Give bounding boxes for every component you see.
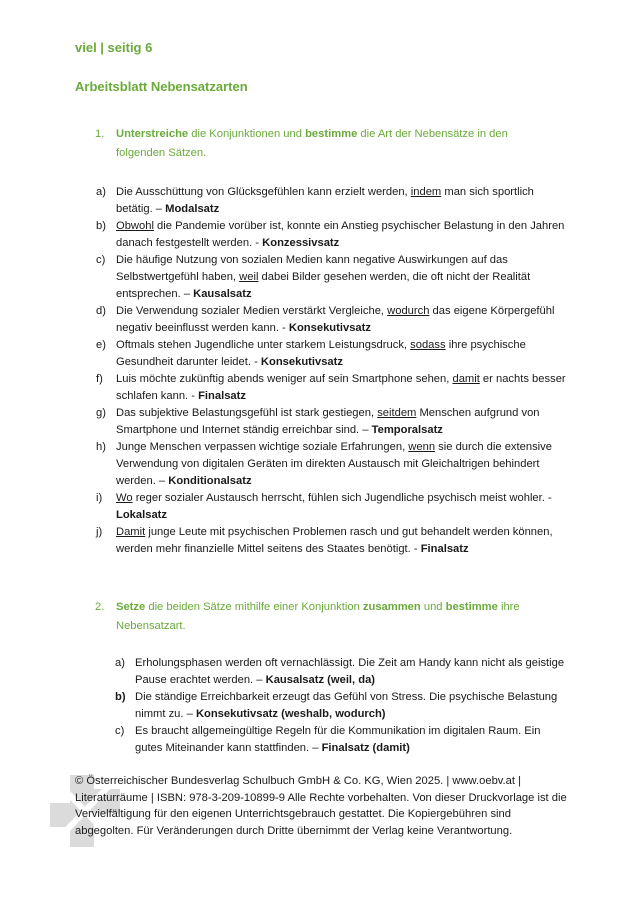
sentence-part: Die Verwendung sozialer Medien verstärkt Vergleiche, <box>116 305 388 317</box>
sentence-item <box>96 490 566 524</box>
sentence-part: man sich sportlich betätig. – <box>116 186 534 215</box>
conjunction-underlined: Obwohl <box>116 220 154 232</box>
sentence-item <box>96 184 566 218</box>
copyright-footer: © Österreichischer Bundesverlag Schulbuch GmbH & Co. KG, Wien 2025. | www.oebv.at | Literaturräume | ISBN: 978-3-209-10899-9 Alle Rechte vorbehalten. Von dieser Druckvorlage ist die Vervielfältigung für den eigenen Unterrichtsgebrauch gestattet. Die Kopiergebühren sind abgegolten. Für Veränderungen durch Dritte übernimmt der Verlag keine Verantwortung. <box>75 775 567 837</box>
sentence-part: das eigene Körpergefühl negativ beeinflusst werden kann. - <box>116 305 555 334</box>
answer-label: Konzessivsatz <box>262 237 340 249</box>
task-2-instruction <box>95 598 550 636</box>
task-number: 2. <box>95 601 105 613</box>
sentence-text <box>116 220 564 249</box>
sentence-text <box>135 691 557 720</box>
conjunction-underlined: seitdem <box>377 407 417 419</box>
sentence-part: er nachts besser schlafen kann. - <box>116 373 566 402</box>
combine-item <box>115 689 565 723</box>
conjunction-underlined: weil <box>239 271 259 283</box>
sentence-item <box>96 405 566 439</box>
item-label: g) <box>96 407 106 419</box>
answer-label: Finalsatz <box>420 543 469 555</box>
sentence-text <box>116 441 552 487</box>
sentence-item <box>96 337 566 371</box>
answer-label: Konditionalsatz <box>168 475 252 487</box>
item-label: i) <box>96 492 103 504</box>
keyword: bestimme <box>305 128 358 140</box>
item-label: b) <box>96 220 106 232</box>
sentence-text <box>116 339 526 368</box>
answer-label: Finalsatz (damit) <box>321 742 410 754</box>
sentence-text <box>116 526 553 555</box>
item-label: c) <box>96 254 106 266</box>
answer-label: Finalsatz <box>198 390 246 402</box>
task-text <box>116 125 535 163</box>
sentence-part: junge Leute mit psychischen Problemen rasch und gut behandelt werden können, werden mehr finanzielle Mittel seitens des Staates benötigt. - <box>116 526 553 555</box>
sentence-text <box>116 254 530 300</box>
item-label: c) <box>115 725 125 737</box>
worksheet-title: Arbeitsblatt Nebensatzarten <box>75 79 248 94</box>
conjunction-underlined: wodurch <box>387 305 430 317</box>
instruction-text: ihre Nebensatzart. <box>116 601 520 632</box>
sentence-part: Junge Menschen verpassen wichtige soziale Erfahrungen, <box>116 441 409 453</box>
task-1-instruction <box>95 125 535 163</box>
answer-label: Temporalsatz <box>371 424 443 436</box>
sentence-part: Es braucht allgemeingültige Regeln für die Kommunikation im digitalen Raum. Ein gutes Miteinander kann stattfinden. – <box>135 725 541 754</box>
instruction-text: die Art der Nebensätze in den folgenden Sätzen. <box>116 128 508 159</box>
answer-label: Kausalsatz (weil, da) <box>265 674 376 686</box>
task-text <box>116 598 550 636</box>
sentence-text <box>116 407 540 436</box>
sentence-text <box>116 492 552 521</box>
sentence-item <box>96 371 566 405</box>
answer-label: Modalsatz <box>165 203 220 215</box>
item-label: a) <box>115 657 125 669</box>
answer-label: Kausalsatz <box>193 288 252 300</box>
answer-label: Konsekutivsatz <box>260 356 343 368</box>
answer-label: Lokalsatz <box>116 509 167 521</box>
sentence-part: die Pandemie vorüber ist, konnte ein Anstieg psychischer Belastung in den Jahren danach festgestellt werden. - <box>116 220 565 249</box>
sentence-part: Die ständige Erreichbarkeit erzeugt das Gefühl von Stress. Die psychische Belastung nimmt zu. – <box>135 691 558 720</box>
sentence-item <box>96 524 566 558</box>
conjunction-underlined: damit <box>452 373 480 385</box>
conjunction-underlined: indem <box>410 186 442 198</box>
sentence-item <box>96 252 566 303</box>
sentence-part: sie durch die extensive Verwendung von digitalen Geräten im direkten Austausch mit Gleichaltrigen behindert werden. – <box>116 441 552 487</box>
sentence-item <box>96 218 566 252</box>
item-label: j) <box>96 526 103 538</box>
keyword: Unterstreiche <box>116 128 189 140</box>
item-label: e) <box>96 339 106 351</box>
sentence-list <box>96 184 566 558</box>
sentence-part: ihre psychische Gesundheit darunter leidet. - <box>116 339 526 368</box>
sentence-part: dabei Bilder gesehen werden, die oft nicht der Realität entsprechen. – <box>116 271 531 300</box>
combine-item <box>115 723 565 757</box>
sentence-item <box>96 303 566 337</box>
item-label: h) <box>96 441 106 453</box>
sentence-part: reger sozialer Austausch herrscht, fühlen sich Jugendliche psychisch meist wohler. - <box>132 492 552 504</box>
conjunction-underlined: Damit <box>116 526 146 538</box>
item-label: f) <box>96 373 103 385</box>
conjunction-underlined: wenn <box>408 441 436 453</box>
item-label: b) <box>115 691 126 703</box>
page-header: viel | seitig 6 <box>75 40 153 55</box>
sentence-text <box>135 657 564 686</box>
instruction-text: und <box>420 601 446 613</box>
sentence-part: Erholungsphasen werden oft vernachlässigt. Die Zeit am Handy kann nicht als geistige Pause erachtet werden. – <box>135 657 565 686</box>
sentence-part: Das subjektive Belastungsgefühl ist stark gestiegen, <box>116 407 378 419</box>
sentence-text <box>116 373 566 402</box>
sentence-part: Die häufige Nutzung von sozialen Medien kann negative Auswirkungen auf das Selbstwertgefühl haben, <box>116 254 508 283</box>
combine-item <box>115 655 565 689</box>
sentence-part: Die Ausschüttung von Glücksgefühlen kann erzielt werden, <box>116 186 411 198</box>
sentence-text <box>116 305 554 334</box>
answer-label: Konsekutivsatz (weshalb, wodurch) <box>195 708 386 720</box>
sentence-part: Menschen aufgrund von Smartphone und Internet ständig erreichbar sind. – <box>116 407 540 436</box>
keyword: bestimme <box>445 601 498 613</box>
sentence-text <box>116 186 534 215</box>
conjunction-underlined: sodass <box>410 339 446 351</box>
sentence-item <box>96 439 566 490</box>
instruction-text: die Konjunktionen und <box>188 128 306 140</box>
item-label: d) <box>96 305 106 317</box>
sentence-text <box>135 725 540 754</box>
task-number: 1. <box>95 128 105 140</box>
answer-label: Konsekutivsatz <box>288 322 371 334</box>
keyword: zusammen <box>362 601 421 613</box>
conjunction-underlined: Wo <box>116 492 133 504</box>
sentence-part: Oftmals stehen Jugendliche unter starkem Leistungsdruck, <box>116 339 411 351</box>
combine-list <box>115 655 565 757</box>
item-label: a) <box>96 186 106 198</box>
instruction-text: die beiden Sätze mithilfe einer Konjunktion <box>145 601 363 613</box>
keyword: Setze <box>116 601 146 613</box>
sentence-part: Luis möchte zukünftig abends weniger auf sein Smartphone sehen, <box>116 373 453 385</box>
